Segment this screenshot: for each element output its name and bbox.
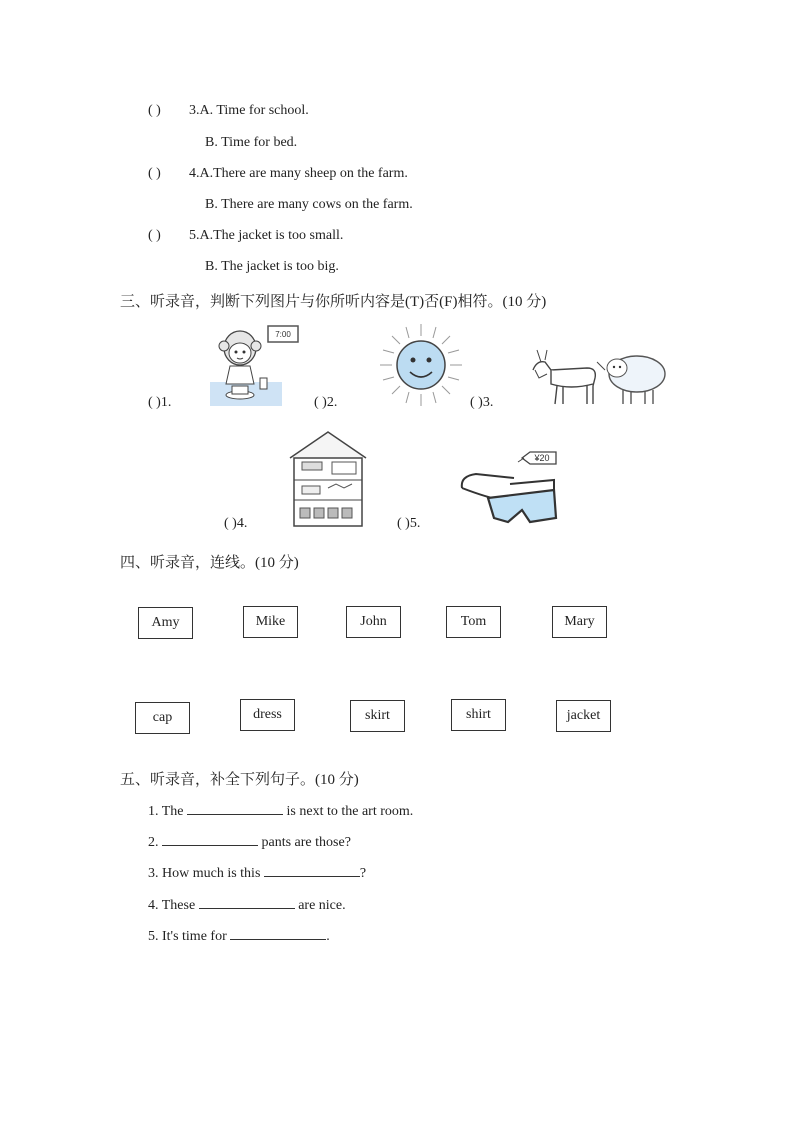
s2-item3-paren[interactable]: ( ) (148, 103, 161, 118)
s2-item3-option-a: 3.A. Time for school. (189, 103, 309, 118)
s2-item3-option-b: B. Time for bed. (205, 135, 298, 150)
s5-sentence-3 (148, 862, 366, 882)
section5-heading: 五、听录音，补全下列句子。(10 分) (120, 772, 359, 788)
section3-heading: 三、听录音，判断下列图片与你所听内容是(T)否(F)相符。(10 分) (120, 294, 547, 310)
sunglasses-icon (458, 448, 560, 528)
s5-sentence-5-after: . (326, 929, 330, 944)
s2-item4-paren[interactable]: ( ) (148, 166, 161, 181)
s3-item2-label[interactable]: ( )2. (314, 395, 338, 410)
s3-item3-label[interactable]: ( )3. (470, 395, 494, 410)
s3-item4-label[interactable]: ( )4. (224, 516, 248, 531)
s5-sentence-2 (148, 831, 351, 851)
s2-item5-option-a: 5.A.The jacket is too small. (189, 228, 344, 243)
name-box-amy[interactable]: Amy (138, 607, 193, 639)
s5-sentence-1-before: 1. The (148, 804, 188, 819)
clock-text: 7:00 (275, 330, 291, 339)
section4-heading: 四、听录音，连线。(10 分) (120, 555, 299, 571)
girl-eating-breakfast-icon (210, 322, 306, 408)
clothes-box-cap[interactable]: cap (135, 702, 190, 734)
s5-blank-3[interactable] (264, 862, 360, 877)
s5-sentence-3-before: 3. How much is this (148, 866, 264, 881)
s5-sentence-1 (148, 800, 413, 820)
s5-sentence-3-after: ? (359, 866, 367, 881)
s5-sentence-5-before: 5. It's time for (148, 929, 231, 944)
s5-sentence-2-before: 2. (148, 835, 162, 850)
s5-sentence-4-before: 4. These (148, 898, 199, 913)
name-box-john[interactable]: John (346, 606, 401, 638)
price-tag-text: ¥20 (534, 453, 550, 463)
name-box-tom[interactable]: Tom (446, 606, 501, 638)
s3-item1-label[interactable]: ( )1. (148, 395, 172, 410)
name-box-mike[interactable]: Mike (243, 606, 298, 638)
s2-item4-option-a: 4.A.There are many sheep on the farm. (189, 166, 408, 181)
s2-item4-option-b: B. There are many cows on the farm. (205, 197, 413, 212)
s2-item5-option-b: B. The jacket is too big. (205, 259, 339, 274)
clothes-box-dress[interactable]: dress (240, 699, 295, 731)
s5-sentence-2-after: pants are those? (258, 835, 351, 850)
s5-sentence-1-after: is next to the art room. (283, 804, 414, 819)
name-box-mary[interactable]: Mary (552, 606, 607, 638)
s5-sentence-4-after: are nice. (294, 898, 346, 913)
goat-and-sheep-icon (531, 348, 671, 408)
sun-icon (378, 322, 464, 408)
clothes-box-shirt[interactable]: shirt (451, 699, 506, 731)
s5-sentence-4 (148, 894, 346, 914)
s5-blank-1[interactable] (187, 800, 283, 815)
s3-item5-label[interactable]: ( )5. (397, 516, 421, 531)
s2-item5-paren[interactable]: ( ) (148, 228, 161, 243)
school-building-icon (288, 430, 368, 528)
s5-blank-4[interactable] (199, 894, 295, 909)
clothes-box-skirt[interactable]: skirt (350, 700, 405, 732)
s5-blank-2[interactable] (162, 831, 258, 846)
clothes-box-jacket[interactable]: jacket (556, 700, 611, 732)
s5-blank-5[interactable] (230, 925, 326, 940)
s5-sentence-5 (148, 925, 330, 945)
